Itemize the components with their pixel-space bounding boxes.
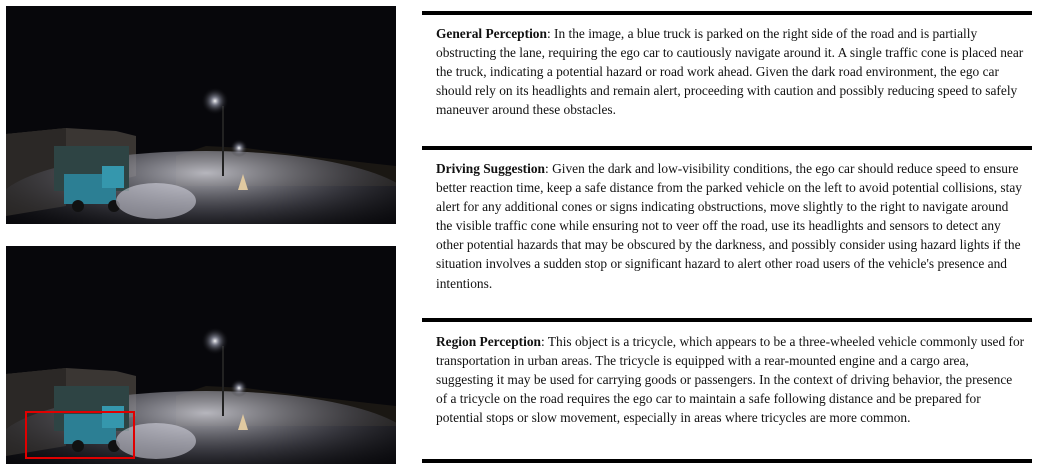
- driving-suggestion-title: Driving Suggestion: [436, 161, 546, 176]
- driving-suggestion-text: : Given the dark and low-visibility conditions, the ego car should reduce speed to ensure better reaction time, keep a safe distance from the parked vehicle on the left to avoid potential collisions, stay alert for any additional cones or signs indicating obstructions, move slightly to the right to navigate around the visible traffic cone while ensuring not to veer off the road, use its headlights and sensors to detect any other potential hazards that may be obscured by the darkness, and possibly consider using hazard lights if the situation involves a sudden stop or significant hazard to alert other road users of the vehicle's presence and intentions.: [436, 161, 1023, 291]
- rule-1: [422, 146, 1032, 150]
- general-perception-title: General Perception: [436, 26, 547, 41]
- driving-suggestion-section: [436, 159, 1026, 293]
- dashcam-image-top: [6, 6, 396, 224]
- general-perception-text: : In the image, a blue truck is parked on the right side of the road and is partially obstructing the lane, requiring the ego car to cautiously navigate around it. A single traffic cone is placed near the truck, indicating a potential hazard or road work ahead. Given the dark road environment, the ego car should rely on its headlights and remain alert, proceeding with caution and possibly reducing speed to safely maneuver around these obstacles.: [436, 26, 1024, 118]
- region-perception-section: [436, 332, 1026, 427]
- region-perception-text: : This object is a tricycle, which appears to be a three-wheeled vehicle commonly used for transportation in urban areas. The tricycle is equipped with a rear-mounted engine and a cargo area, suggesting it may be used for carrying goods or passengers. In the context of driving behavior, the presence of a tricycle on the road requires the ego car to maintain a safe following distance and be prepared for potential stops or slow movement, especially in areas where tricycles are more common.: [436, 334, 1025, 426]
- rule-bottom: [422, 459, 1032, 463]
- dashcam-image-bottom: [6, 246, 396, 464]
- rule-top: [422, 11, 1032, 15]
- region-perception-title: Region Perception: [436, 334, 541, 349]
- general-perception-section: [436, 24, 1026, 119]
- rule-2: [422, 318, 1032, 322]
